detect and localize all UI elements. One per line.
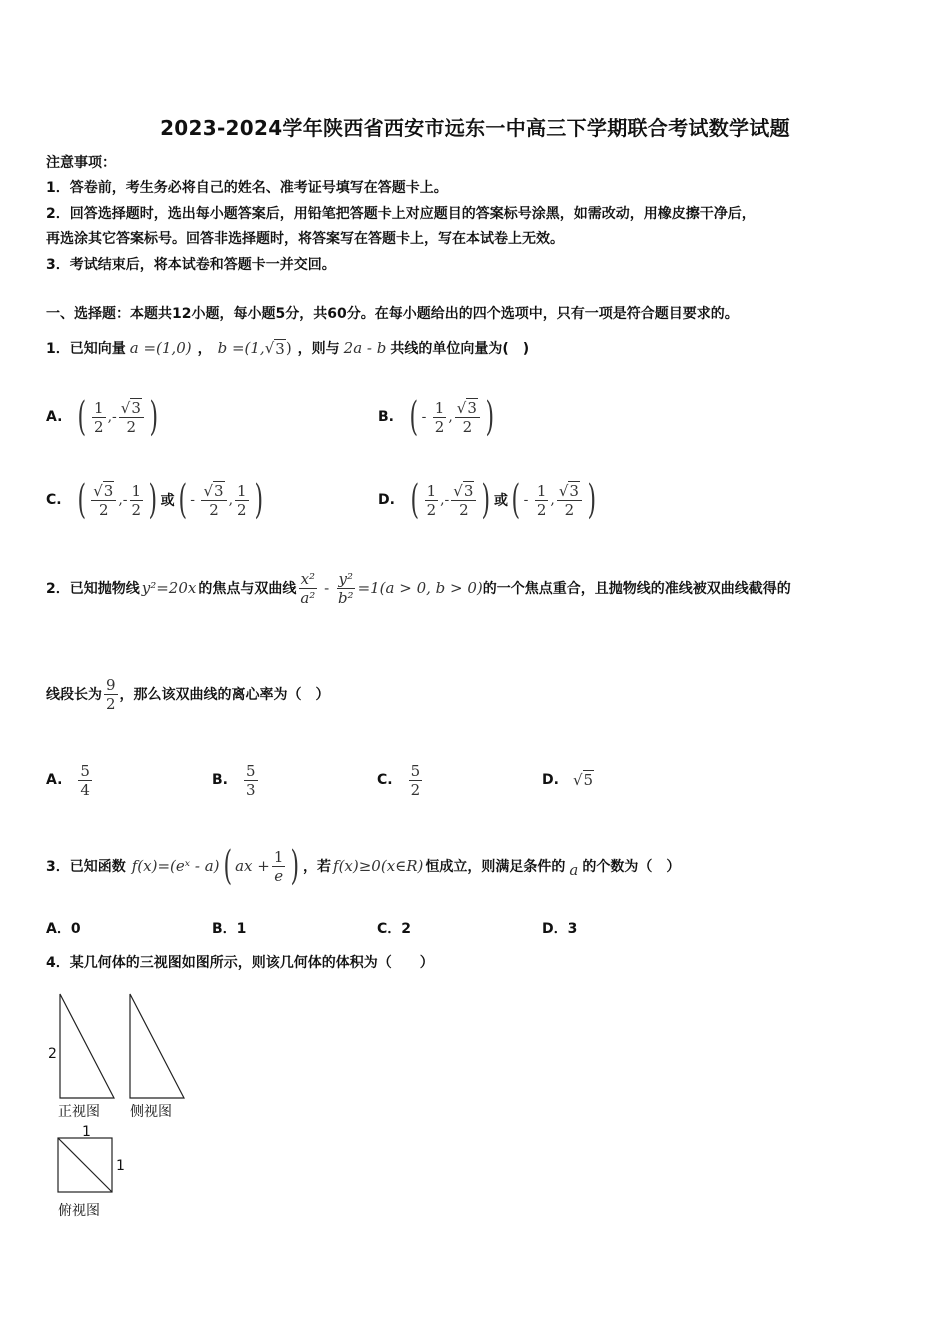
dimension-top: 1 bbox=[82, 1124, 91, 1140]
notice-item: 3．考试结束后，将本试卷和答题卡一并交回。 bbox=[46, 257, 336, 273]
notice-item: 2．回答选择题时，选出每小题答案后，用铅笔把答题卡上对应题目的答案标号涂黑，如需改动，用橡皮擦干净后， bbox=[46, 206, 756, 222]
side-view-triangle bbox=[130, 994, 184, 1098]
q2-option-d[interactable] bbox=[542, 752, 594, 808]
side-view-label: 侧视图 bbox=[130, 1104, 172, 1120]
dimension-right: 1 bbox=[116, 1158, 125, 1174]
q2-option-a-value: $\frac{5}{4}$ bbox=[80, 761, 90, 799]
q2-option-c-value: $\frac{5}{2}$ bbox=[410, 761, 421, 799]
q1-sqrt-sign: √ bbox=[264, 339, 275, 357]
q3-option-d[interactable]: D．3 bbox=[542, 921, 578, 937]
q3-func: f(x)=(eˣ - a) bbox=[131, 857, 220, 875]
q3-option-a[interactable]: A．0 bbox=[46, 921, 81, 937]
q1-option-c-value-2: ( - $\frac{√3}{2}$ , $\frac{1}{2}$ ) bbox=[178, 477, 263, 523]
q2-hyper-y: $\frac{\text{y²}}{\text{b²}}$ bbox=[337, 569, 354, 607]
q2-option-a[interactable] bbox=[46, 752, 94, 808]
question-3 bbox=[46, 838, 680, 894]
question-2-line-2 bbox=[46, 666, 330, 722]
q1-option-c-value-1: ( $\frac{√3}{2}$ ,- $\frac{1}{2}$ ) bbox=[77, 477, 158, 523]
option-label: B. bbox=[378, 409, 394, 425]
question-1 bbox=[46, 338, 529, 358]
section-heading: 一、选择题：本题共12小题，每小题5分，共60分。在每小题给出的四个选项中，只有一项是符合题目要求的。 bbox=[46, 306, 739, 322]
q2-prefix: 2．已知抛物线 bbox=[46, 581, 140, 597]
q3-option-c[interactable]: C．2 bbox=[377, 921, 412, 937]
q1-vector-b-lead: b =(1, bbox=[217, 339, 265, 357]
front-view-triangle bbox=[60, 994, 114, 1098]
front-view-label: 正视图 bbox=[58, 1104, 100, 1120]
option-label: C. bbox=[46, 492, 62, 508]
q1-option-a-value: ( $\frac{1}{2}$ ,- $\frac{√3}{2}$ ) bbox=[77, 394, 158, 440]
q2-mid: 的焦点与双曲线 bbox=[198, 581, 297, 597]
q1-or: 或 bbox=[160, 493, 175, 509]
q1-option-d[interactable] bbox=[378, 472, 600, 528]
q3-mid: ，若 bbox=[303, 859, 332, 875]
q1-option-c[interactable] bbox=[46, 472, 266, 528]
q1-comma: ， bbox=[197, 341, 212, 357]
top-view-diagonal bbox=[58, 1138, 112, 1192]
q2-hyper-cond: =1(a > 0, b > 0) bbox=[357, 579, 483, 597]
q1-option-a[interactable] bbox=[46, 389, 161, 445]
q2-option-b[interactable] bbox=[212, 752, 260, 808]
notice-item: 再选涂其它答案标号。回答非选择题时，将答案写在答题卡上，写在本试卷上无效。 bbox=[46, 231, 564, 247]
q3-inner: ax + bbox=[235, 857, 270, 875]
q1-vector-a: a =(1,0) bbox=[129, 339, 192, 357]
q1-mid: ，则与 bbox=[297, 341, 340, 357]
page-title: 2023-2024学年陕西省西安市远东一中高三下学期联合考试数学试题 bbox=[160, 116, 790, 140]
q2-option-d-value: √5 bbox=[572, 771, 594, 789]
question-4: 4．某几何体的三视图如图所示，则该几何体的体积为（ ） bbox=[46, 955, 434, 971]
q2-line2-prefix: 线段长为 bbox=[46, 687, 102, 703]
option-label: A. bbox=[46, 409, 63, 425]
question-2: 2．已知抛物线 y²=20x 的焦点与双曲线 $\frac{\text{x²}}{\text{a²}}$ - $\frac{\text{y²}}{\text{b²}}$ =1(a > 0, b > 0) 的一个焦点重合，且抛物线的准线被双曲线截得的 bbox=[46, 569, 791, 607]
q1-option-d-value-2: ( - $\frac{1}{2}$ , $\frac{√3}{2}$ ) bbox=[511, 477, 597, 523]
q2-line2-suffix: ，那么该双曲线的离心率为（ ） bbox=[119, 687, 330, 703]
q3-cond: f(x)≥0(x∈R) bbox=[333, 857, 424, 875]
q1-option-b-value: ( - $\frac{1}{2}$ , $\frac{√3}{2}$ ) bbox=[409, 394, 495, 440]
q1-suffix: 共线的单位向量为( ) bbox=[390, 341, 530, 357]
q1-b-root: 3 bbox=[275, 339, 285, 358]
q3-option-b[interactable]: B．1 bbox=[212, 921, 247, 937]
q2-parabola: y²=20x bbox=[141, 579, 197, 597]
q1-b-tail: ) bbox=[285, 339, 292, 357]
option-label: D. bbox=[542, 772, 559, 788]
q2-option-b-value: $\frac{5}{3}$ bbox=[246, 761, 256, 799]
q2-suffix: 的一个焦点重合，且抛物线的准线被双曲线截得的 bbox=[482, 581, 791, 597]
q1-or: 或 bbox=[494, 493, 509, 509]
q1-expr: 2a - b bbox=[343, 339, 387, 357]
q3-suffix2: 的个数为（ ） bbox=[582, 859, 681, 875]
q2-length: $\frac{9}{2}$ bbox=[106, 675, 116, 713]
q1-option-d-value-1: ( $\frac{1}{2}$ ,- $\frac{√3}{2}$ ) bbox=[410, 477, 491, 523]
option-label: A. bbox=[46, 772, 63, 788]
q2-option-c[interactable] bbox=[377, 752, 424, 808]
q3-inner-paren: ( ax + $\frac{1}{e}$ ) bbox=[223, 843, 300, 889]
q2-hyper-x: $\frac{\text{x²}}{\text{a²}}$ bbox=[300, 569, 316, 607]
notice-heading: 注意事项： bbox=[46, 155, 116, 171]
q3-prefix: 3．已知函数 bbox=[46, 859, 126, 875]
option-label: B. bbox=[212, 772, 228, 788]
q3-var: a bbox=[569, 861, 579, 879]
q1-option-b[interactable] bbox=[378, 389, 498, 445]
q3-suffix: 恒成立，则满足条件的 bbox=[425, 859, 566, 875]
top-view-label: 俯视图 bbox=[58, 1203, 100, 1219]
q1-prefix: 1．已知向量 bbox=[46, 341, 126, 357]
option-label: D. bbox=[378, 492, 395, 508]
notice-item: 1．答卷前，考生务必将自己的姓名、准考证号填写在答题卡上。 bbox=[46, 180, 448, 196]
dimension-height: 2 bbox=[48, 1046, 57, 1062]
option-label: C. bbox=[377, 772, 393, 788]
